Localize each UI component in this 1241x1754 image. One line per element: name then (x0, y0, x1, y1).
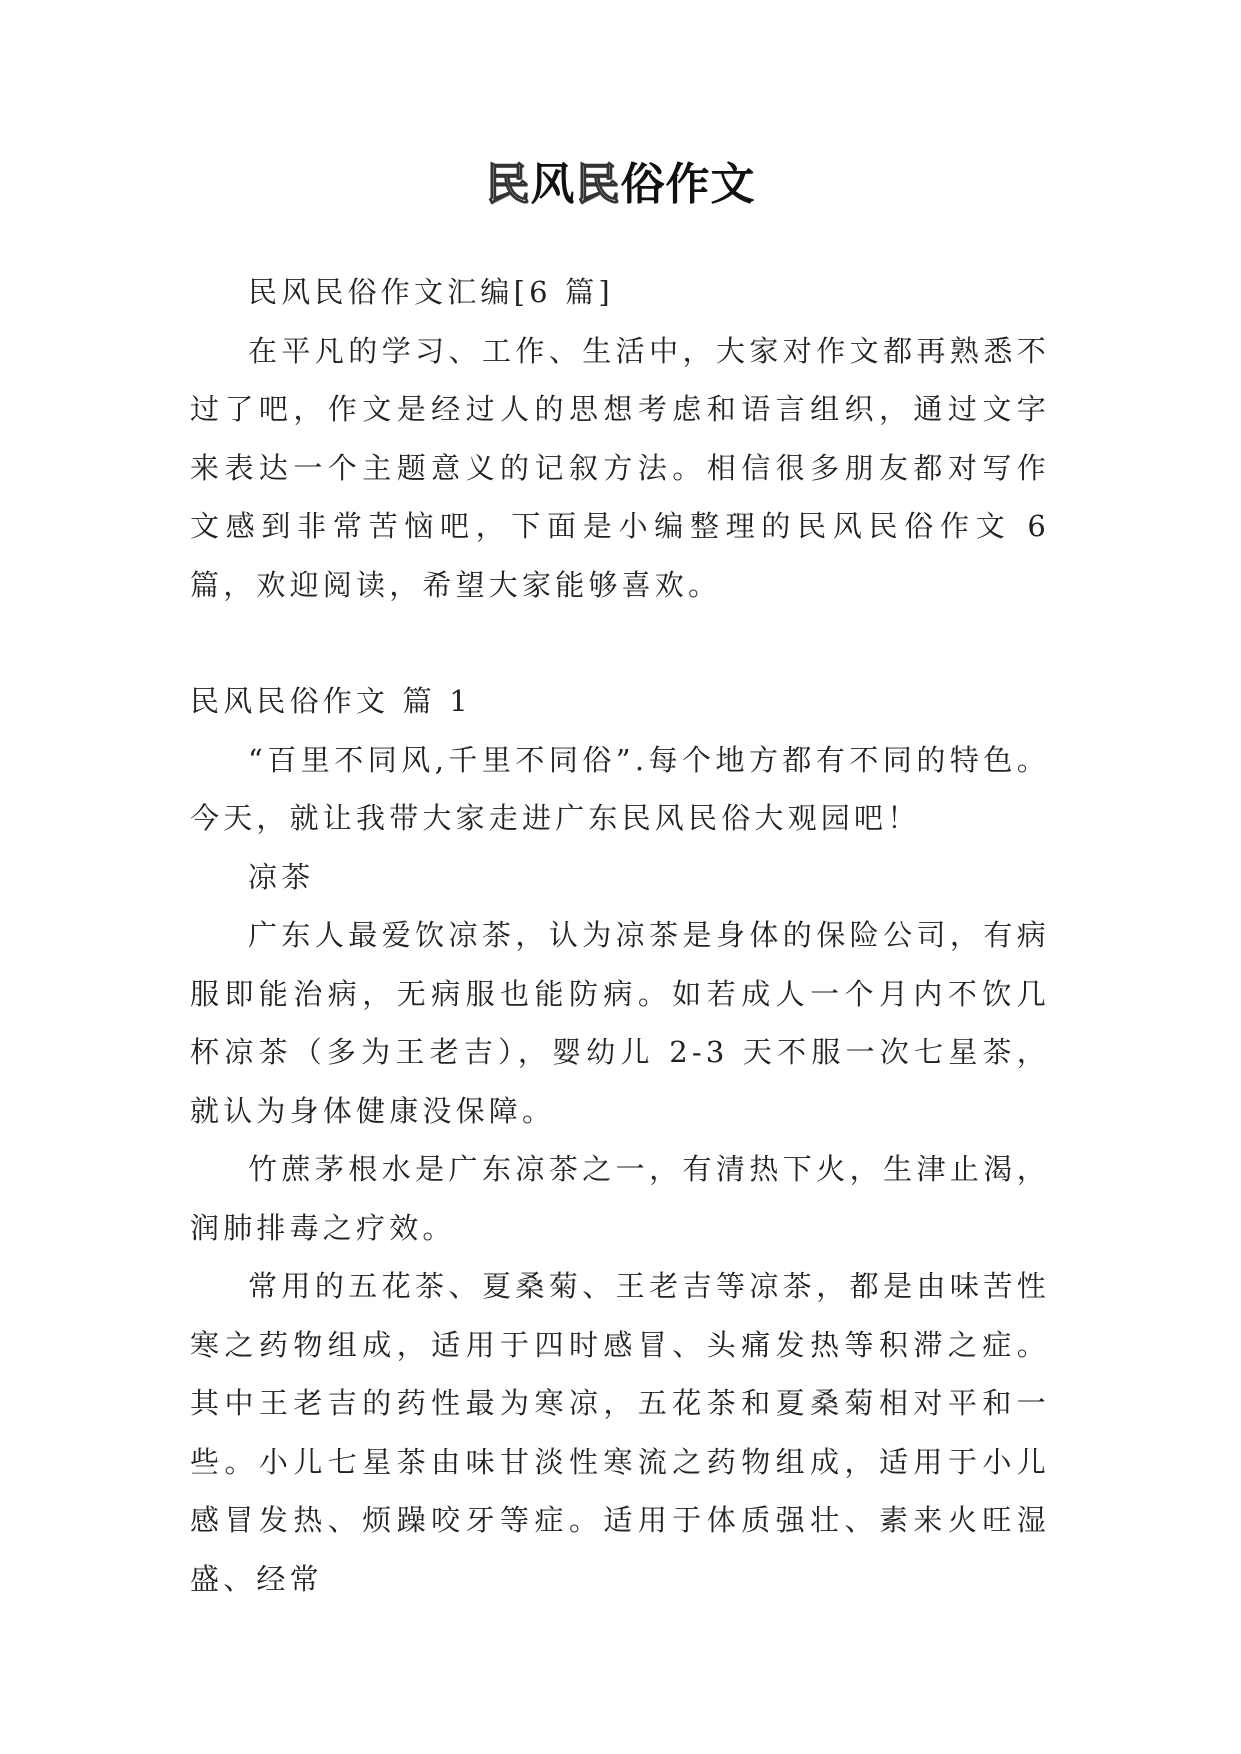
collection-subtitle: 民风民俗作文汇编[6 篇] (248, 275, 614, 309)
title-outlined-char: 民 (485, 159, 531, 210)
paragraph: 广东人最爱饮凉茶，认为凉茶是身体的保险公司，有病服即能治病，无病服也能防病。如若成人一个月内不饮几杯凉茶（多为王老吉），婴幼儿 2-3 天不服一次七星茶，就认为身体健康没保障。 (190, 918, 1050, 1128)
document-body (190, 263, 1050, 1608)
intro-paragraph: 在平凡的学习、工作、生活中，大家对作文都再熟悉不过了吧，作文是经过人的思想考虑和语言组织，通过文字来表达一个主题意义的记叙方法。相信很多朋友都对写作文感到非常苦恼吧，下面是小编整理的民风民俗作文 6 篇，欢迎阅读，希望大家能够喜欢。 (190, 333, 1050, 602)
title-text: 风 (530, 159, 576, 210)
page-title (0, 148, 1241, 212)
paragraph: 常用的五花茶、夏桑菊、王老吉等凉茶，都是由味苦性寒之药物组成，适用于四时感冒、头痛发热等积滞之症。其中王老吉的药性最为寒凉，五花茶和夏桑菊相对平和一些。小儿七星茶由味甘淡性寒流之药物组成，适用于小儿感冒发热、烦躁咬牙等症。适用于体质强壮、素来火旺湿盛、经常 (190, 1269, 1050, 1596)
title-outlined-char: 民 (575, 159, 621, 210)
section-gap (190, 614, 1050, 672)
section-heading: 民风民俗作文 篇 1 (190, 684, 472, 718)
subheading: 凉茶 (248, 859, 315, 894)
paragraph: 竹蔗茅根水是广东凉茶之一，有清热下火，生津止渴，润肺排毒之疗效。 (190, 1152, 1050, 1245)
paragraph: “百里不同风,千里不同俗”.每个地方都有不同的特色。今天，就让我带大家走进广东民风民俗大观园吧！ (190, 742, 1050, 835)
title-text: 俗作文 (620, 159, 756, 210)
